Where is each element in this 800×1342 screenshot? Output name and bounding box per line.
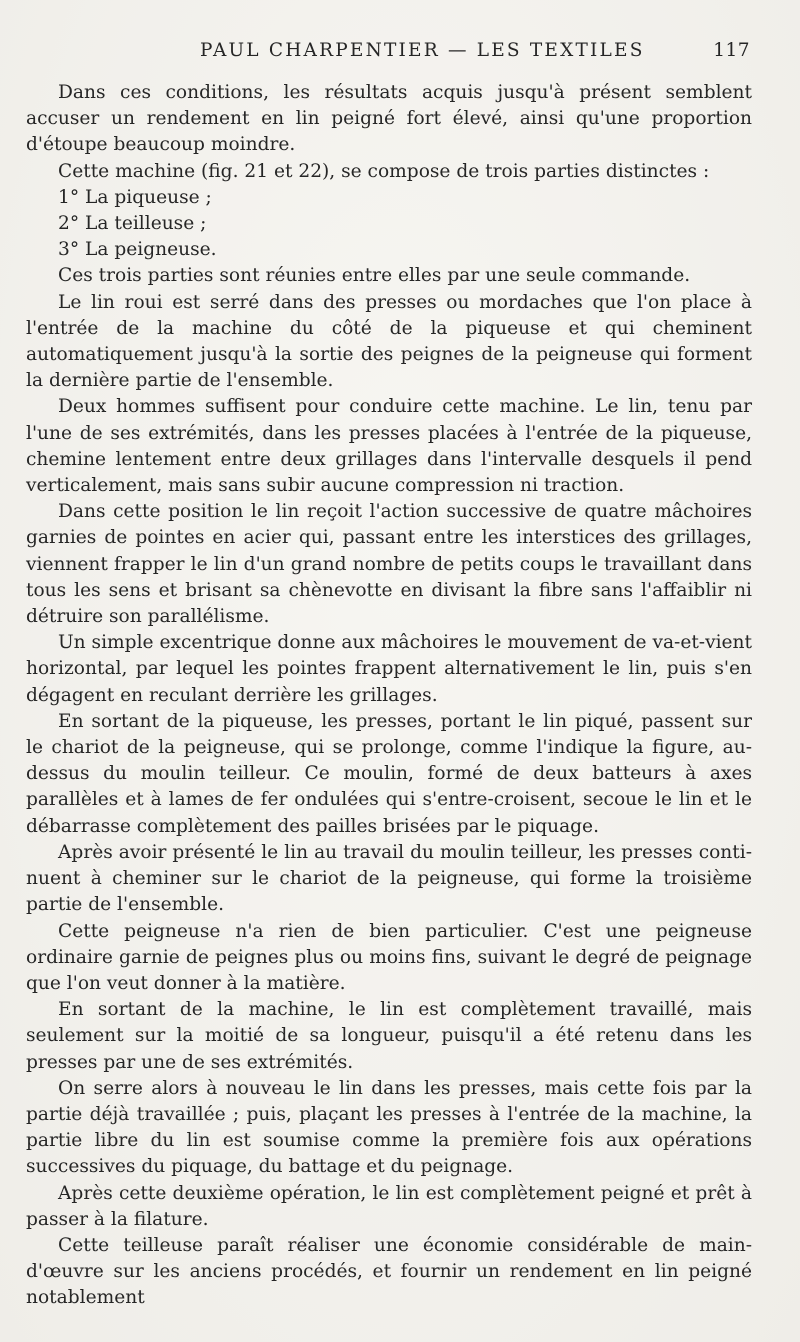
paragraph: Après cette deuxième opération, le lin est complètement peigné et prêt à passer à la filature. (26, 1182, 752, 1230)
paragraph: Dans cette position le lin reçoit l'action successive de quatre mâchoires garnies de pointes en acier qui, passant entre les interstices des grillages, viennent frapper le lin d'un grand nombre de petits coups le travaillant dans tous les sens et brisant sa chènevotte en divisant la fibre sans l'affaiblir ni détruire son parallélisme. (26, 501, 752, 628)
paragraph: Deux hommes suffisent pour conduire cette machine. Le lin, tenu par l'une de ses extrémités, dans les presses placées à l'entrée de la piqueuse, chemine lentement entre deux grillages dans l'intervalle desquels il pend verticalement, mais sans subir aucune compression ni traction. (26, 396, 752, 497)
paragraph: En sortant de la piqueuse, les presses, portant le lin piqué, passent sur le chariot de la peigneuse, qui se prolonge, comme l'indique la figure, au-dessus du moulin teilleur. Ce moulin, formé de deux batteurs à axes parallèles et à lames de fer ondulées qui s'entre-croisent, secoue le lin et le débarrasse complètement des pailles brisées par le piquage. (26, 710, 752, 837)
paragraph: Un simple excentrique donne aux mâchoires le mouvement de va-et-vient horizontal, par lequel les pointes frappent alternativement le lin, puis s'en dégagent en reculant derrière les grillages. (26, 632, 752, 706)
paragraph-continued: Cette teilleuse paraît réaliser une économie considérable de main-d'œuvre sur les anciens procédés, et fournir un rendement en lin peigné notablement (26, 1234, 752, 1309)
paragraph: En sortant de la machine, le lin est complètement travaillé, mais seulement sur la moitié de sa longueur, puisqu'il a été retenu dans les presses par une de ses extrémités. (26, 999, 752, 1073)
list-item-teilleuse: 2° La teilleuse ; (58, 213, 207, 235)
running-title: PAUL CHARPENTIER — LES TEXTILES (200, 40, 645, 61)
paragraph: Cette peigneuse n'a rien de bien particulier. C'est une peigneuse ordinaire garnie de peignes plus ou moins fins, suivant le degré de peignage que l'on veut donner à la matière. (26, 920, 752, 994)
paragraph: Ces trois parties sont réunies entre elles par une seule commande. (58, 265, 691, 287)
page-number: 117 (713, 40, 750, 61)
paragraph: Après avoir présenté le lin au travail du moulin teilleur, les presses continuent à cheminer sur le chariot de la peigneuse, qui forme la troisième partie de l'ensemble. (26, 841, 752, 916)
list-item-peigneuse: 3° La peigneuse. (58, 239, 217, 261)
list-item-piqueuse: 1° La piqueuse ; (58, 186, 212, 208)
paragraph: Dans ces conditions, les résultats acquis jusqu'à présent semblent accuser un rendement en lin peigné fort élevé, ainsi qu'une proportion d'étoupe beaucoup moindre. (26, 82, 752, 156)
paragraph: Cette machine (fig. 21 et 22), se compose de trois parties distinctes : (58, 160, 710, 182)
body-text (26, 80, 752, 1312)
page-header (200, 40, 750, 68)
paragraph: Le lin roui est serré dans des presses ou mordaches que l'on place à l'entrée de la machine du côté de la piqueuse et qui cheminent automatiquement jusqu'à la sortie des peignes de la peigneuse qui forment la dernière partie de l'ensemble. (26, 291, 752, 392)
paragraph: On serre alors à nouveau le lin dans les presses, mais cette fois par la partie déjà travaillée ; puis, plaçant les presses à l'entrée de la machine, la partie libre du lin est soumise comme la première fois aux opérations successives du piquage, du battage et du peignage. (26, 1077, 752, 1178)
